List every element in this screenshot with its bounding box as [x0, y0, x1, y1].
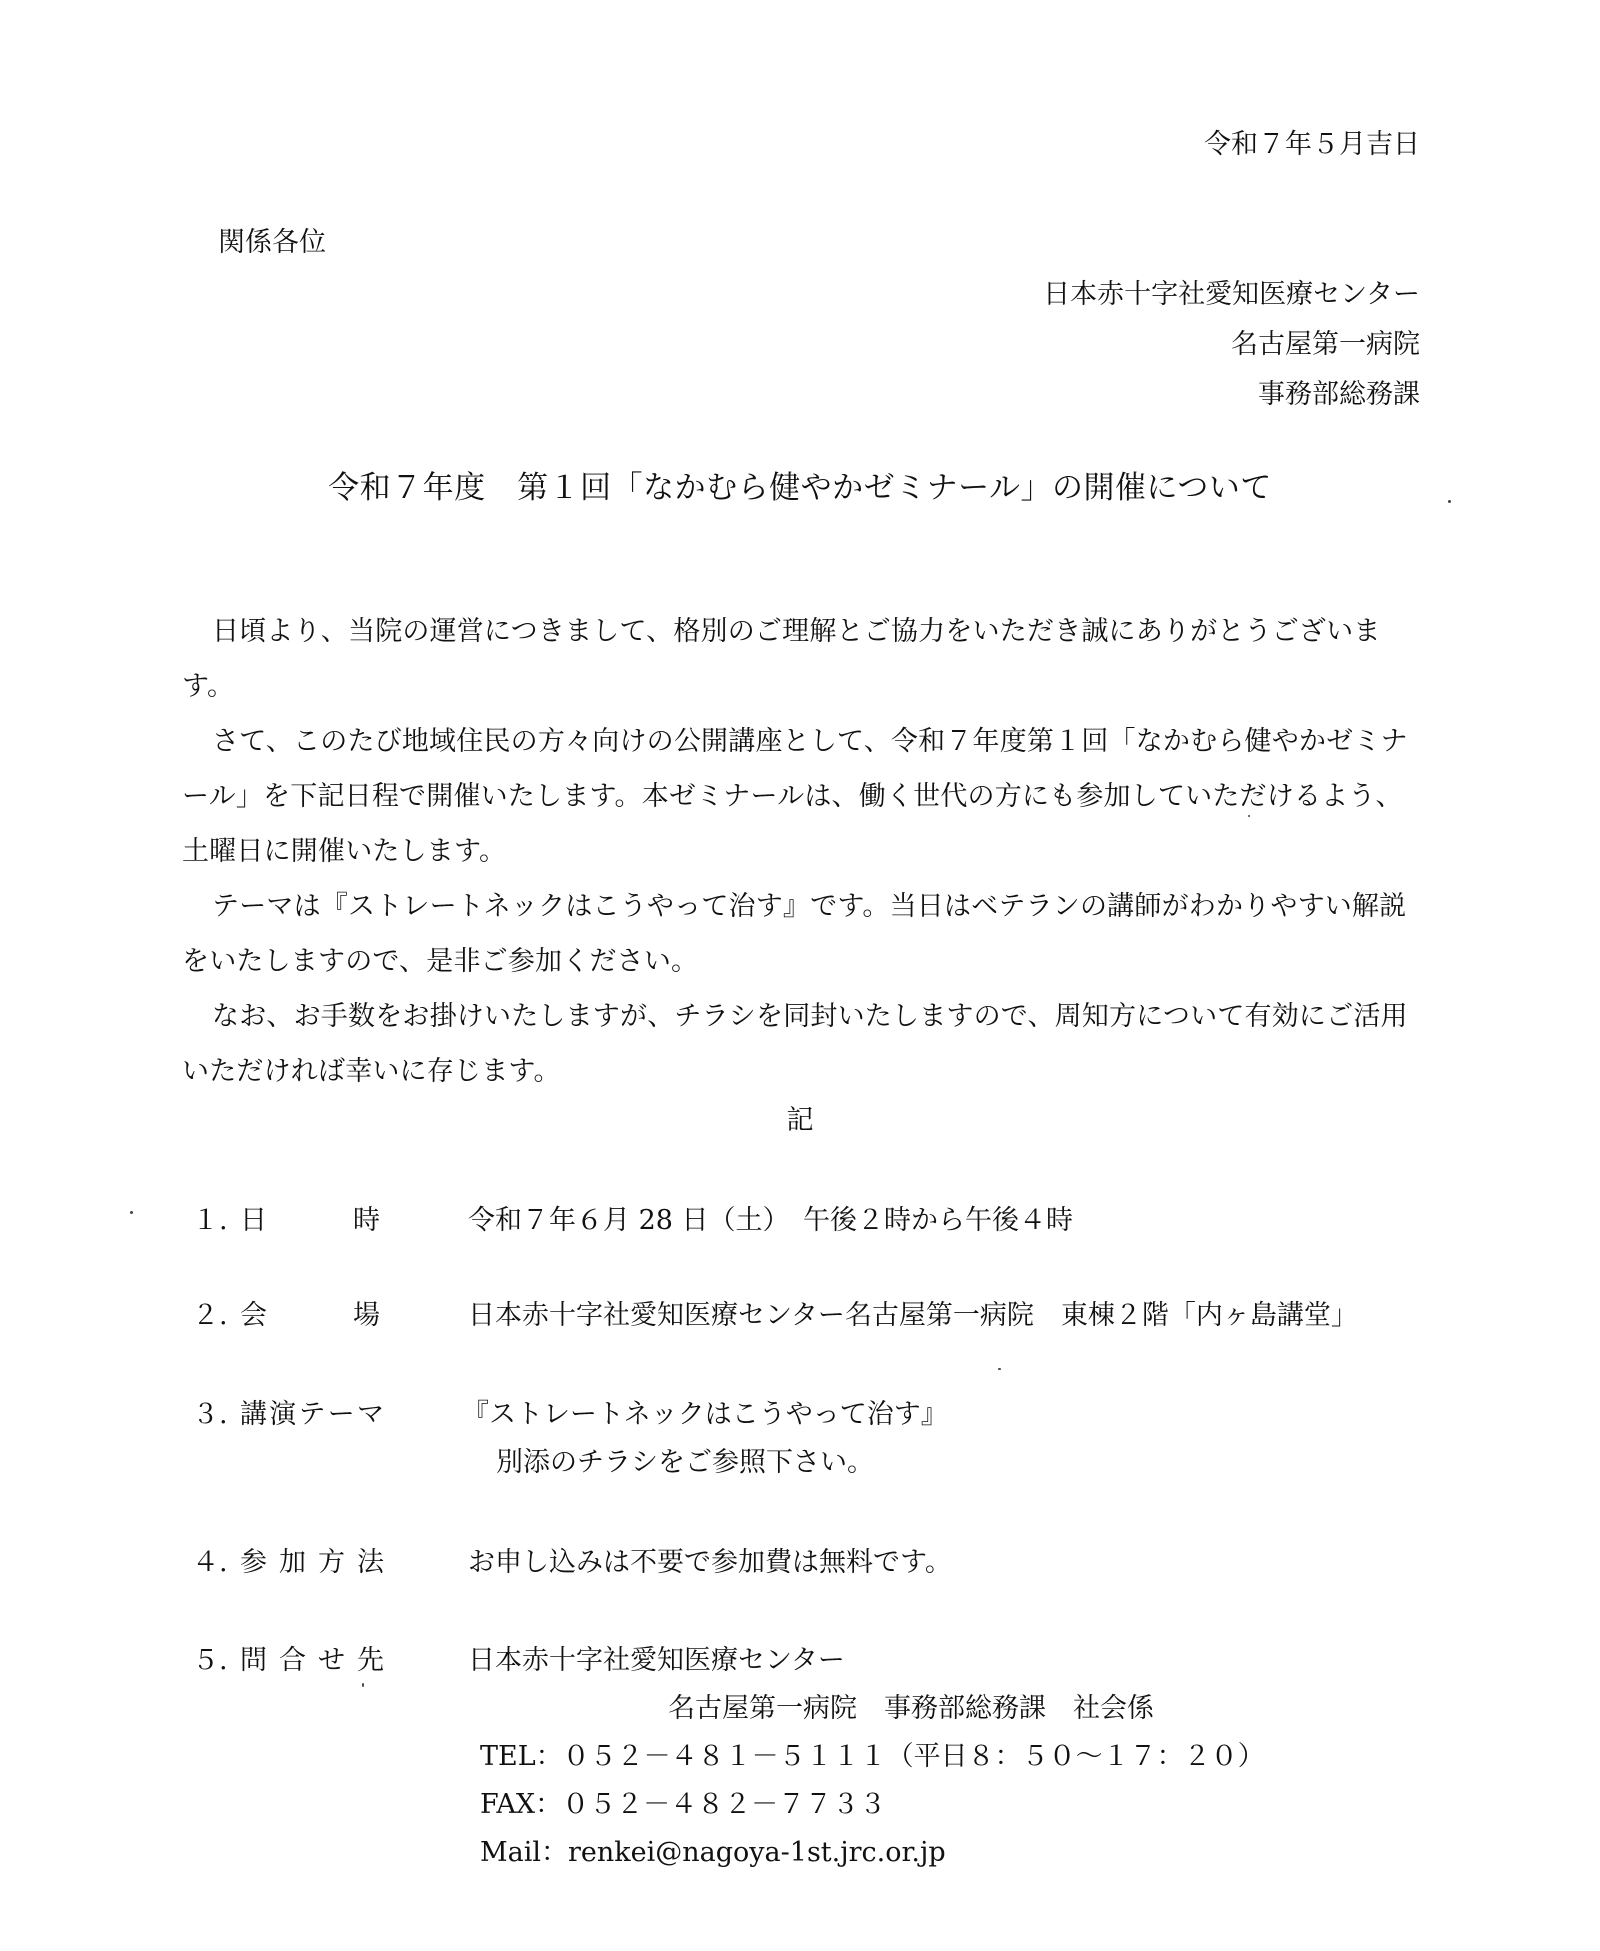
item-label-theme: [240, 1392, 384, 1431]
body-paragraph-theme: テーマは『ストレートネックはこうやって治す』です。当日はベテランの講師がわかりやすい解説をいたしますので、是非ご参加ください。: [182, 891, 1407, 977]
ki-heading: 記: [786, 1105, 814, 1136]
label-char: 問: [240, 1645, 267, 1676]
contact-mail: Mail：renkei@nagoya-1st.jrc.or.jp: [480, 1837, 946, 1868]
label-char: 方: [318, 1547, 345, 1578]
item-value-participation: お申し込みは不要で参加費は無料です。: [468, 1547, 952, 1578]
scan-speck: [362, 1683, 364, 1687]
item-value-theme-note: 別添のチラシをご参照下さい。: [496, 1447, 874, 1478]
body-paragraph-greeting: 日頃より、当院の運営につきまして、格別のご理解とご協力をいただき誠にありがとうございます。: [182, 616, 1381, 702]
item-label-contact: [240, 1638, 384, 1677]
label-char: ー: [327, 1399, 355, 1430]
contact-tel: TEL：０５２－４８１－５１１１（平日８：５０～１７：２０）: [480, 1741, 1265, 1772]
item-label-participation: [240, 1540, 384, 1579]
recipient: 関係各位: [218, 227, 326, 258]
label-char: 会: [240, 1300, 267, 1331]
scan-speck: [1248, 815, 1250, 817]
label-char: マ: [357, 1399, 384, 1430]
item-label-venue: [240, 1293, 380, 1332]
item-number: ２.: [192, 1300, 228, 1331]
sender-department: 事務部総務課: [1258, 379, 1420, 410]
label-char: せ: [318, 1645, 345, 1676]
issue-date: 令和７年５月吉日: [1204, 129, 1420, 160]
document-title: 令和７年度 第１回「なかむら健やかゼミナール」の開催について: [328, 470, 1272, 506]
contact-department: 名古屋第一病院 事務部総務課 社会係: [668, 1693, 1154, 1724]
item-value-datetime: 令和７年６月 28 日（土） 午後２時から午後４時: [468, 1205, 1074, 1236]
item-number: １.: [192, 1205, 228, 1236]
label-char: 合: [279, 1645, 306, 1676]
sender-organization: 日本赤十字社愛知医療センター: [1043, 279, 1420, 310]
body-paragraph-closing: なお、お手数をお掛けいたしますが、チラシを同封いたしますので、周知方について有効にご活用いただければ幸いに存じます。: [182, 1001, 1408, 1087]
label-char: 日: [240, 1205, 267, 1236]
item-label-datetime: [240, 1198, 380, 1237]
item-value-contact-org: 日本赤十字社愛知医療センター: [468, 1645, 845, 1676]
item-number: ４.: [192, 1547, 228, 1578]
item-value-theme: 『ストレートネックはこうやって治す』: [462, 1399, 948, 1430]
label-char: 演: [269, 1399, 297, 1430]
label-char: 加: [279, 1547, 306, 1578]
item-number: ５.: [192, 1645, 228, 1676]
scan-speck: [1448, 500, 1451, 503]
sender-hospital: 名古屋第一病院: [1231, 329, 1420, 360]
label-char: 講: [240, 1399, 267, 1430]
contact-fax: FAX：０５２－４８２－７７３３: [480, 1789, 887, 1820]
label-char: 場: [353, 1300, 380, 1331]
body-paragraph-announcement: さて、このたび地域住民の方々向けの公開講座として、令和７年度第１回「なかむら健やかゼミナール」を下記日程で開催いたします。本ゼミナールは、働く世代の方にも参加していただけるよう、土曜日に開催いたします。: [182, 726, 1408, 867]
label-char: 法: [357, 1547, 384, 1578]
scan-speck: [998, 1368, 1001, 1370]
label-char: 参: [240, 1547, 267, 1578]
label-char: テ: [298, 1399, 326, 1430]
body-text: [182, 604, 1422, 1099]
label-char: 先: [357, 1645, 384, 1676]
label-char: 時: [353, 1205, 380, 1236]
scan-speck: [130, 1211, 133, 1214]
item-number: ３.: [192, 1399, 228, 1430]
item-value-venue: 日本赤十字社愛知医療センター名古屋第一病院 東棟２階「内ヶ島講堂」: [468, 1300, 1358, 1331]
